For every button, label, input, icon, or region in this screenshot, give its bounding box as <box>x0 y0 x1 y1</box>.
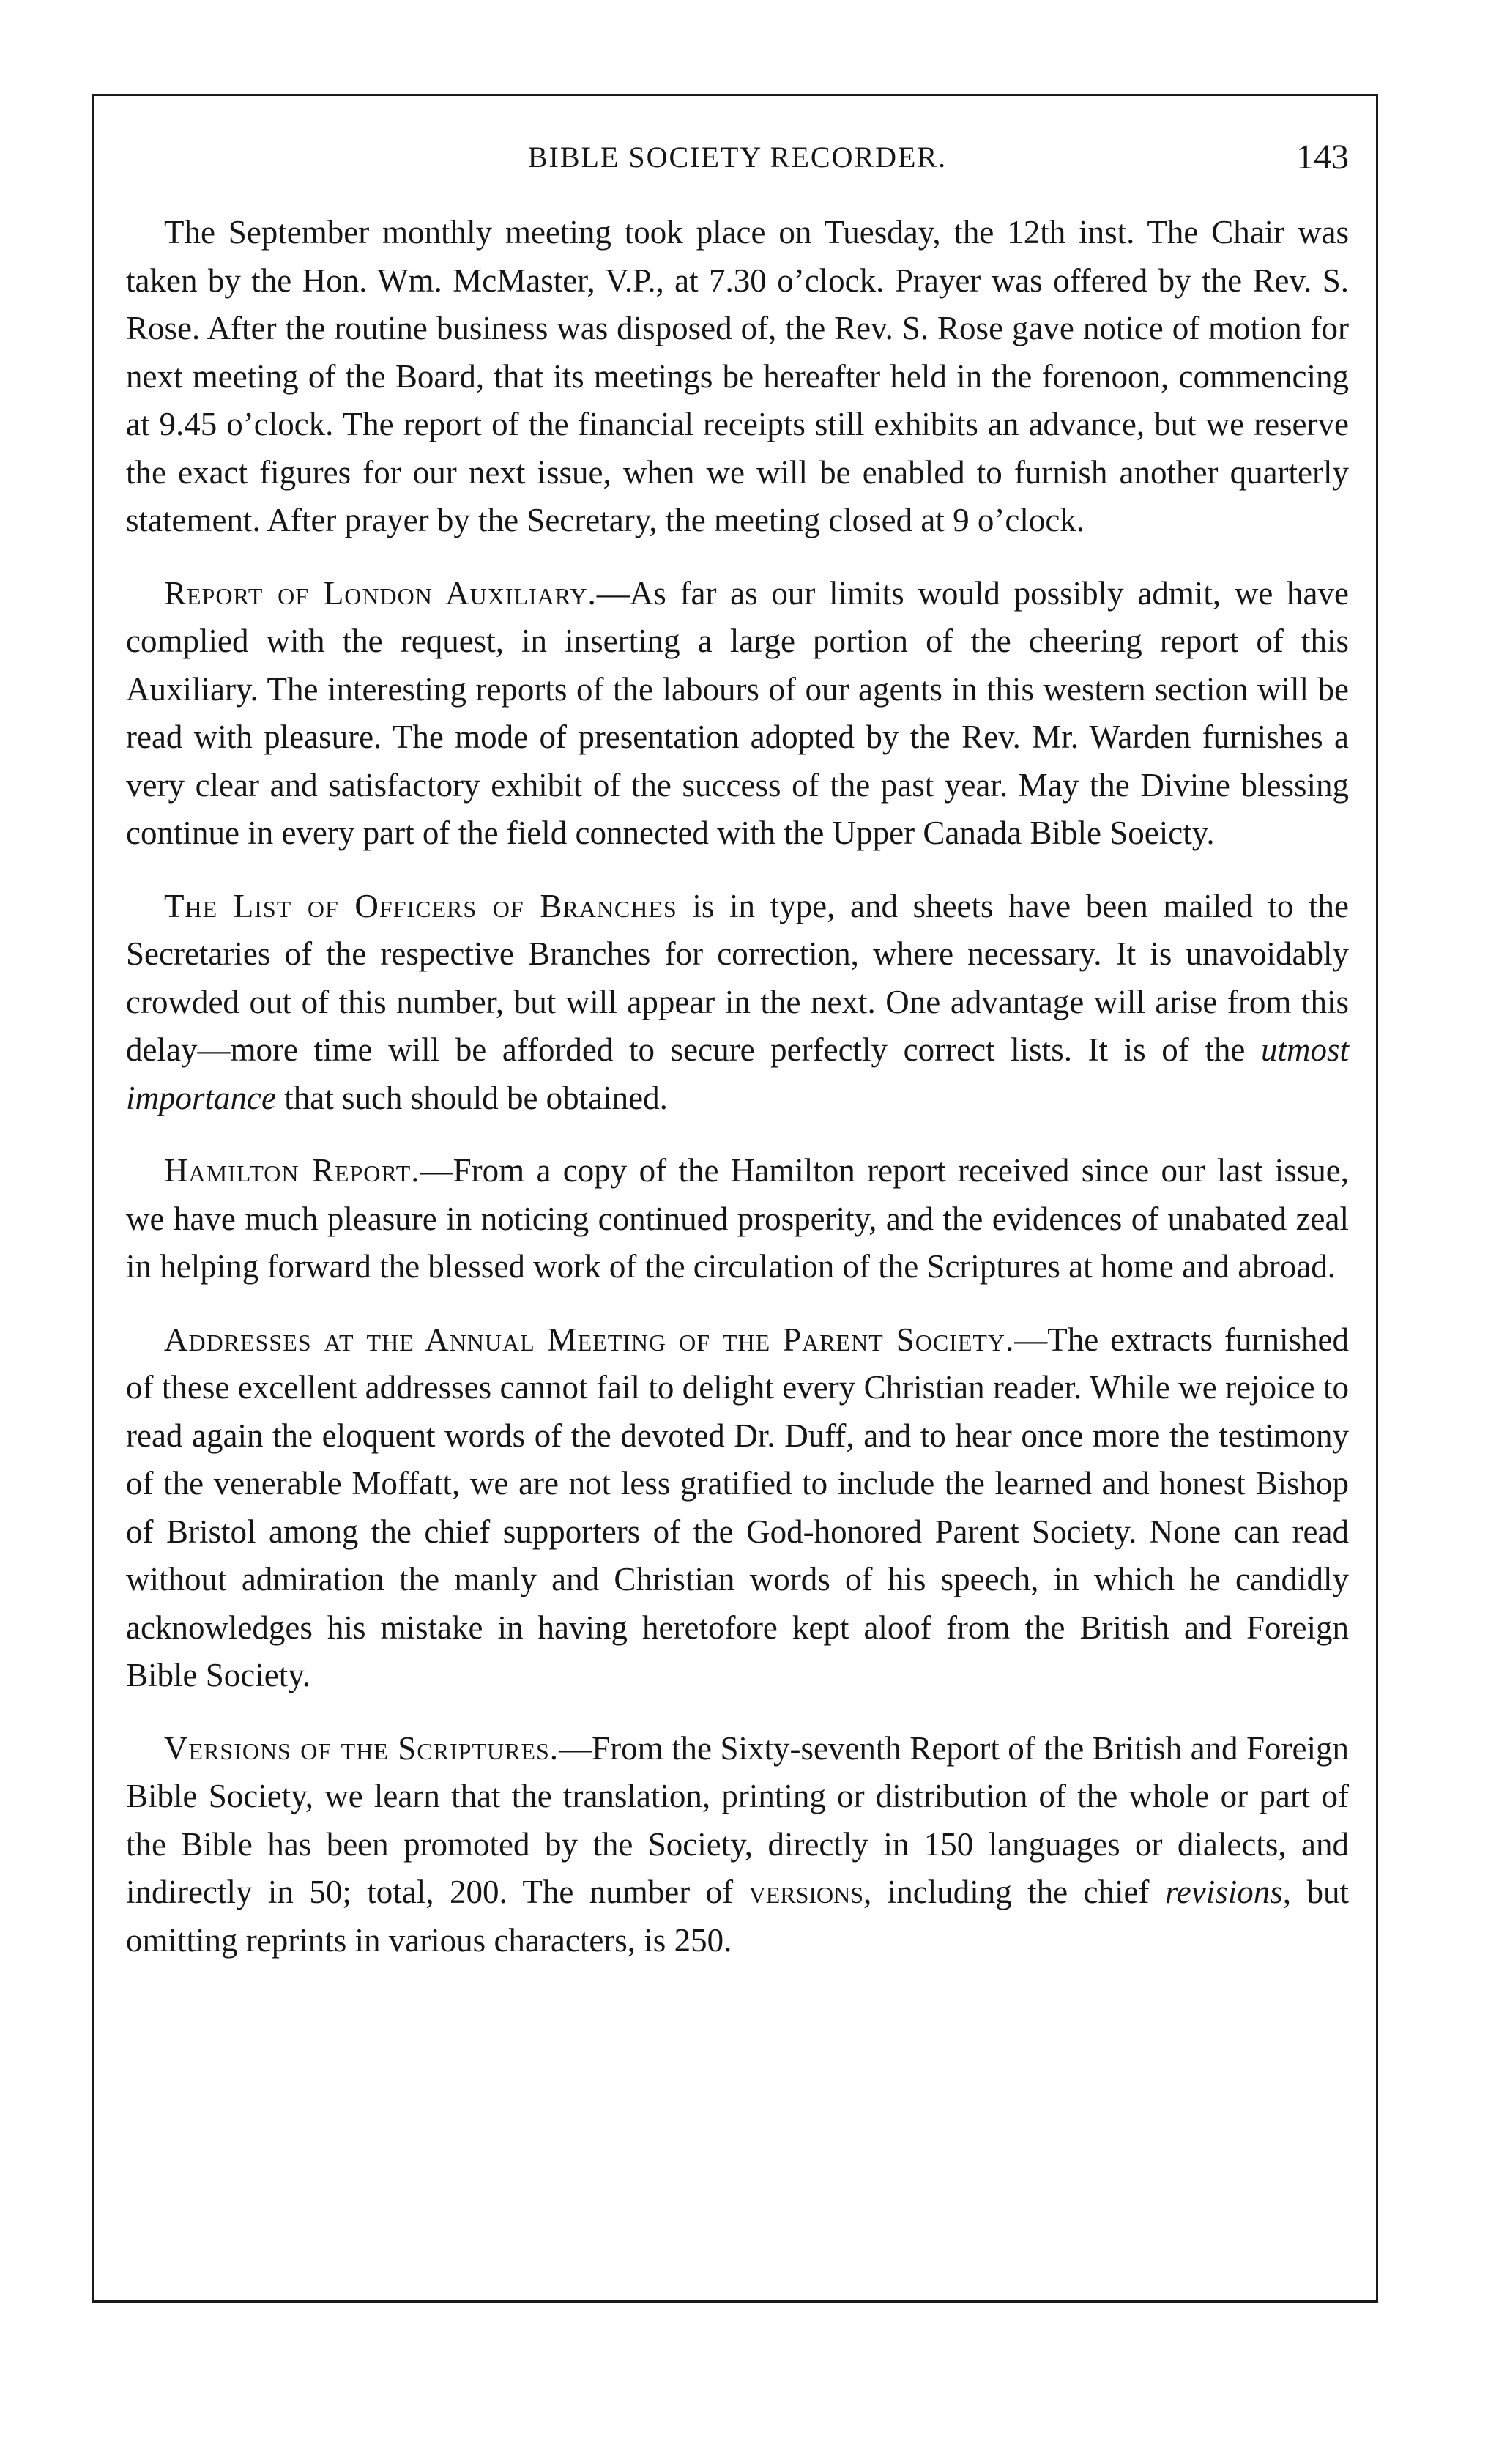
paragraph-london-auxiliary <box>126 570 1349 858</box>
paragraph-text: —From a copy of the Hamilton report received since our last issue, we have much pleasure in noticing continued prosperity, and the evidences of unabated zeal in helping forward the blessed work of the circulation of the Scriptures at home and abroad. <box>126 1152 1350 1285</box>
paragraph-text-middle: , including the chief <box>863 1874 1165 1910</box>
paragraph-heading: Versions of the Scriptures. <box>164 1729 559 1767</box>
paragraph-list-of-officers <box>126 883 1349 1123</box>
page-number: 143 <box>1296 138 1349 177</box>
page-header <box>126 132 1349 183</box>
paragraph-text: —As far as our limits would possibly admit, we have complied with the request, in inserting a large portion of the cheering report of this Auxiliary. The interesting reports of the labours of our agents in this western section will be read with pleasure. The mode of presentation adopted by the Rev. Mr. Warden furnishes a very clear and satisfactory exhibit of the success of the past year. May the Divine blessing continue in every part of the field connected with the Upper Canada Bible Soeicty. <box>126 574 1349 851</box>
paragraph-heading: The List of Officers of Branches <box>164 887 677 924</box>
paragraph-text-end: that such should be obtained. <box>275 1079 668 1116</box>
emphasis-text: utmost importance <box>126 1031 1349 1116</box>
paragraph-hamilton-report <box>126 1147 1349 1291</box>
paragraph-heading: Addresses at the Annual Meeting of the Parent Society. <box>164 1321 1015 1358</box>
paragraph-text-end: , but omitting reprints in various characters, is 250. <box>126 1874 1349 1959</box>
emphasis-text: revisions <box>1164 1874 1283 1910</box>
paragraph-text: —From the Sixty-seventh Report of the British and Foreign Bible Society, we learn that the translation, printing or distribution of the whole or part of the Bible has been promoted by the Society, directly in 150 languages or dialects, and indirectly in 50; total, 200. The number of <box>126 1729 1349 1910</box>
paragraph-versions-of-scriptures <box>126 1725 1349 1965</box>
running-title: BIBLE SOCIETY RECORDER. <box>527 141 948 174</box>
paragraph-text: The September monthly meeting took place on Tuesday, the 12th inst. The Chair was taken by the Hon. Wm. McMaster, V.P., at 7.30 o’clock. Prayer was offered by the Rev. S. Rose. After the routine business was disposed of, the Rev. S. Rose gave notice of motion for next meeting of the Board, that its meetings be hereafter held in the forenoon, commencing at 9.45 o’clock. The report of the financial receipts still exhibits an advance, but we reserve the exact figures for our next issue, when we will be enabled to furnish another quarterly statement. After prayer by the Secretary, the meeting closed at 9 o’clock. <box>126 214 1349 538</box>
paragraph-september-meeting <box>126 209 1349 545</box>
versions-word: versions <box>748 1874 864 1910</box>
article-body <box>126 209 1349 1989</box>
paragraph-heading: Hamilton Report. <box>164 1152 420 1189</box>
paragraph-annual-meeting-addresses <box>126 1316 1349 1700</box>
paragraph-text: —The extracts furnished of these excellent addresses cannot fail to delight every Christian reader. While we rejoice to read again the eloquent words of the devoted Dr. Duff, and to hear once more the testimony of the venerable Moffatt, we are not less gratified to include the learned and honest Bishop of Bristol among the chief supporters of the God-honored Parent Society. None can read without admiration the manly and Christian words of his speech, in which he candidly acknowledges his mistake in having heretofore kept aloof from the British and Foreign Bible Society. <box>126 1321 1350 1693</box>
paragraph-heading: Report of London Auxiliary. <box>164 574 597 612</box>
paragraph-text: is in type, and sheets have been mailed to the Secretaries of the respective Branches for correction, where necessary. It is unavoidably crowded out of this number, but will appear in the next. One advantage will arise from this delay—more time will be afforded to secure perfectly correct lists. It is of the <box>126 887 1349 1068</box>
